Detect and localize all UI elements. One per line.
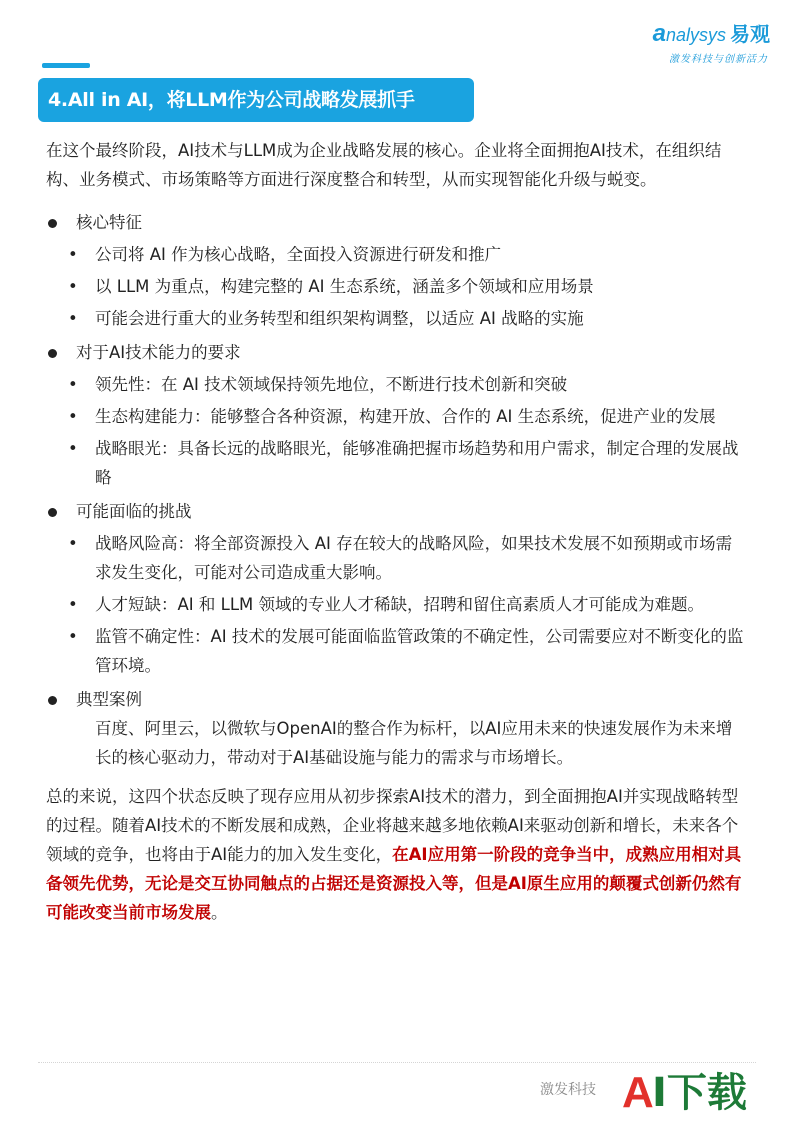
sub-bullet-icon: • bbox=[68, 439, 78, 458]
list-item-text: 监管不确定性：AI 技术的发展可能面临监管政策的不确定性，公司需要应对不断变化的监管环境。 bbox=[95, 627, 744, 675]
bullet-dot-icon bbox=[48, 508, 57, 517]
list-item-text: 可能会进行重大的业务转型和组织架构调整，以适应 AI 战略的实施 bbox=[95, 309, 584, 328]
list-item-text: 领先性：在 AI 技术领域保持领先地位，不断进行技术创新和突破 bbox=[95, 375, 568, 394]
logo-mark: a bbox=[652, 20, 666, 47]
footer-divider bbox=[38, 1062, 756, 1063]
sub-bullet-icon: • bbox=[68, 309, 78, 328]
watermark-logo bbox=[620, 1070, 770, 1118]
page-content bbox=[46, 136, 746, 927]
summary-paragraph bbox=[46, 782, 746, 927]
sub-bullet-icon: • bbox=[68, 627, 78, 646]
summary-highlight: 在AI应用第一阶段的竞争当中，成熟应用相对具备领先优势，无论是交互协同触点的占据还是资源投入等，但是AI原生应用的颠覆式创新仍然有可能改变当前市场发展 bbox=[46, 845, 742, 922]
sub-bullet-icon: • bbox=[68, 407, 78, 426]
list-item bbox=[46, 240, 746, 269]
challenges-list bbox=[46, 529, 746, 680]
sub-bullet-icon: • bbox=[68, 534, 78, 553]
bullet-dot-icon bbox=[48, 219, 57, 228]
logo-chinese-name: 易观 bbox=[730, 22, 770, 46]
list-item-text: 战略风险高：将全部资源投入 AI 存在较大的战略风险，如果技术发展不如预期或市场需求发生变化，可能对公司造成重大影响。 bbox=[95, 534, 733, 582]
list-item-text: 战略眼光：具备长远的战略眼光，能够准确把握市场趋势和用户需求，制定合理的发展战略 bbox=[95, 439, 739, 487]
list-item-text: 人才短缺：AI 和 LLM 领域的专业人才稀缺，招聘和留住高素质人才可能成为难题。 bbox=[95, 595, 705, 614]
core-features-list bbox=[46, 240, 746, 333]
footer-text: 激发科技 bbox=[540, 1082, 596, 1098]
section-heading: 核心特征 bbox=[76, 213, 142, 232]
section-heading: 对于AI技术能力的要求 bbox=[76, 343, 241, 362]
bullet-dot-icon bbox=[48, 696, 57, 705]
list-item bbox=[46, 304, 746, 333]
list-item bbox=[46, 434, 746, 492]
list-item-text: 以 LLM 为重点，构建完整的 AI 生态系统，涵盖多个领域和应用场景 bbox=[95, 277, 594, 296]
summary-text: 总的来说，这四个状态反映了现存应用从初步探索AI技术的潜力，到全面拥抱AI并实现战略转型的过程。随着AI技术的不断发展和成熟，企业将越来越多地依赖AI来驱动创新和增长，未来各个领域的竞争，也将由于AI能力的加入发生变化， bbox=[46, 787, 739, 864]
sub-bullet-icon: • bbox=[68, 245, 78, 264]
summary-end: 。 bbox=[211, 903, 228, 922]
section-typical-cases bbox=[46, 685, 746, 714]
logo-slogan: 激发科技与创新活力 bbox=[669, 54, 768, 65]
section-heading: 典型案例 bbox=[76, 690, 142, 709]
sub-bullet-icon: • bbox=[68, 375, 78, 394]
section-title: 4.All in AI，将LLM作为公司战略发展抓手 bbox=[38, 78, 474, 122]
list-item-text: 公司将 AI 作为核心战略，全面投入资源进行研发和推广 bbox=[95, 245, 502, 264]
list-item bbox=[46, 529, 746, 587]
section-challenges bbox=[46, 497, 746, 526]
list-item bbox=[46, 272, 746, 301]
logo-wordmark: nalysys bbox=[665, 25, 726, 45]
list-item bbox=[46, 590, 746, 619]
list-item bbox=[46, 370, 746, 399]
sub-bullet-icon: • bbox=[68, 595, 78, 614]
section-heading: 可能面临的挑战 bbox=[76, 502, 192, 521]
title-accent-line bbox=[42, 63, 90, 68]
list-item bbox=[46, 402, 746, 431]
ai-requirements-list bbox=[46, 370, 746, 492]
bullet-dot-icon bbox=[48, 349, 57, 358]
intro-paragraph: 在这个最终阶段，AI技术与LLM成为企业战略发展的核心。企业将全面拥抱AI技术，在组织结构、业务模式、市场策略等方面进行深度整合和转型，从而实现智能化升级与蜕变。 bbox=[46, 141, 722, 189]
sub-bullet-icon: • bbox=[68, 277, 78, 296]
analysys-logo bbox=[610, 18, 770, 70]
section-ai-requirements bbox=[46, 338, 746, 367]
watermark-text: I下载 bbox=[652, 1070, 747, 1116]
watermark-letter: A bbox=[622, 1068, 654, 1117]
typical-cases-text: 百度、阿里云，以微软与OpenAI的整合作为标杆，以AI应用未来的快速发展作为未来增长的核心驱动力，带动对于AI基础设施与能力的需求与市场增长。 bbox=[95, 719, 733, 767]
section-core-features bbox=[46, 208, 746, 237]
list-item bbox=[46, 622, 746, 680]
list-item-text: 生态构建能力：能够整合各种资源，构建开放、合作的 AI 生态系统，促进产业的发展 bbox=[95, 407, 716, 426]
